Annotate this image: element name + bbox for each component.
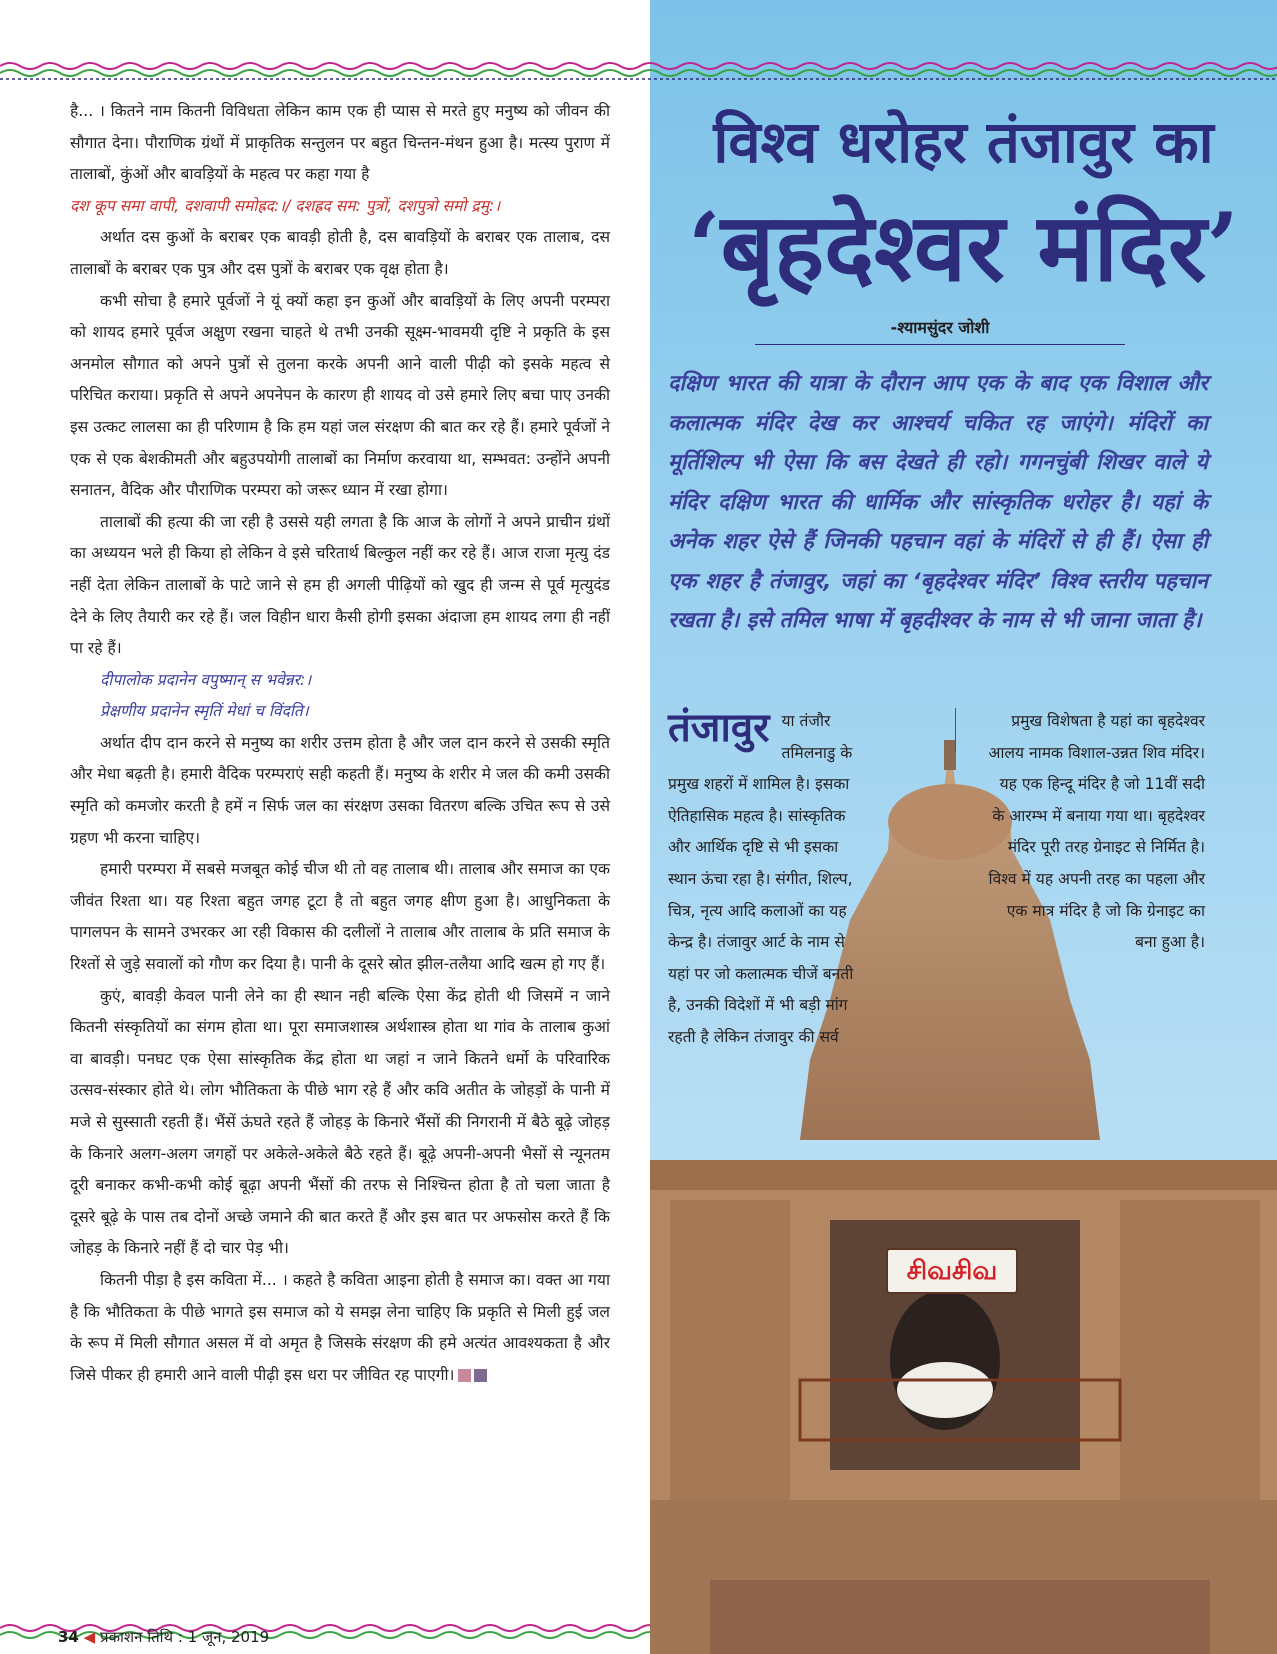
- author-byline: -श्यामसुंदर जोशी: [890, 318, 990, 337]
- paragraph: तालाबों की हत्या की जा रही है उससे यही लगता है कि आज के लोगों ने अपने प्राचीन ग्रंथों का अध्ययन भले ही किया हो लेकिन वे इसे चरितार्थ बिल्कुल नहीं कर रहे हैं। आज राजा मृत्यु दंड नहीं देता लेकिन तालाबों के पाटे जाने से हम ही अगली पीढ़ियों को खुद ही जन्म से पूर्व मृत्युदंड देने के लिए तैयारी कर रहे हैं। जल विहीन धारा कैसी होगी इसका अंदाजा हम शायद लगा ही नहीं पा रहे हैं।: [70, 512, 610, 658]
- column-a-text: या तंजौर तमिलनाडु के प्रमुख शहरों में शामिल है। इसका ऐतिहासिक महत्व है। सांस्कृतिक और आर्थिक दृष्टि से भी इसका स्थान ऊंचा रहा है। संगीत, शिल्प, चित्र, नृत्य आदि कलाओं का यह केन्द्र है। तंजावुर आर्ट के नाम से यहां पर जो कलात्मक चीजें बनती है, उनकी विदेशों में भी बड़ी मांग रहती है लेकिन तंजावुर की सर्व: [668, 712, 854, 1046]
- publication-date: प्रकाशन तिथि : 1 जून, 2019: [99, 1628, 270, 1646]
- page-number: 34: [58, 1628, 79, 1646]
- shloka-line: दश कूप समा वापी, दशवापी समोह्रद:।/ दशह्रद सम: पुत्रों, दशपुत्रो समो द्रमु:।: [70, 196, 501, 215]
- end-mark-icon: [458, 1369, 471, 1382]
- column-divider: [955, 708, 956, 752]
- shloka-line: प्रेक्षणीय प्रदानेन स्मृतिं मेधां च विंदति।: [100, 702, 309, 721]
- paragraph-text: कितनी पीड़ा है इस कविता में... । कहते है कविता आइना होती है समाज का। वक्त आ गया है कि भौतिकता के पीछे भागते इस समाज को ये समझ लेना चाहिए कि प्रकृति से मिली हुई जल के रूप में मिली सौगात असल में वो अमृत है जिसके संरक्षण की हमे अत्यंत आवश्यकता है और जिसे पीकर ही हमारी आने वाली पीढ़ी इस धरा पर जीवित रह पाएगी।: [70, 1270, 610, 1384]
- temple-sign: சிவசிவ: [886, 1248, 1018, 1294]
- arrow-icon: ◀: [83, 1628, 96, 1646]
- decorative-top-border: [0, 60, 1277, 82]
- body-column-a: [668, 706, 868, 1054]
- article-title-line1: विश्व धरोहर तंजावुर का: [713, 108, 1214, 176]
- paragraph: अर्थात दीप दान करने से मनुष्य का शरीर उत्तम होता है और जल दान करने से उसकी स्मृति और मेधा बढ़ती है। हमारी वैदिक परम्पराएं सही कहती हैं। मनुष्य के शरीर मे जल की कमी उसकी स्मृति को कमजोर करती है हमें न सिर्फ जल का संरक्षण उसका वितरण बल्कि उचित रूप से उसे ग्रहण भी करना चाहिए।: [70, 733, 610, 847]
- article-title-line2: ‘बृहदेश्वर मंदिर’: [687, 193, 1240, 303]
- paragraph: है... । कितने नाम कितनी विविधता लेकिन काम एक ही प्यास से मरते हुए मनुष्य को जीवन की सौगात देना। पौराणिक ग्रंथों में प्राकृतिक सन्तुलन पर बहुत चिन्तन-मंथन हुआ है। मत्स्य पुराण में तालाबों, कुंओं और बावड़ियों के महत्व पर कहा गया है: [70, 102, 610, 184]
- left-article-column: [70, 96, 610, 1391]
- body-column-b: प्रमुख विशेषता है यहां का बृहदेश्वर आलय नामक विशाल-उन्नत शिव मंदिर। यह एक हिन्दू मंदिर है जो 11वीं सदी के आरम्भ में बनाया गया था। बृहदेश्वर मंदिर पूरी तरह ग्रेनाइट से निर्मित है। विश्व में यह अपनी तरह का पहला और एक मात्र मंदिर है जो कि ग्रेनाइट का बना हुआ है।: [988, 712, 1205, 952]
- paragraph: कभी सोचा है हमारे पूर्वजों ने यूं क्यों कहा इन कुओं और बावड़ियों के लिए अपनी परम्परा को शायद हमारे पूर्वज अक्षुण रखना चाहते थे तभी उनकी सूक्ष्म-भावमयी दृष्टि ने प्रकृति के इस अनमोल सौगात को अपने पुत्रों से तुलना करके अपनी आने वाली पीढ़ी को इसके महत्व से परिचित कराया। प्रकृति से अपने अपनेपन के कारण ही शायद वो उसे हमारे लिए बचा पाए उनकी इस उत्कट लालसा का ही परिणाम है कि हम यहां जल संरक्षण की बात कर रहे हैं। हमारे पूर्वजों ने एक से एक बेशकीमती और बहुउपयोगी तालाबों का निर्माण करवाया था, सम्भवत: उन्होंने अपनी सनातन, वैदिक और पौराणिक परम्परा को जरूर ध्यान में रखा होगा।: [70, 291, 610, 500]
- intro-paragraph: दक्षिण भारत की यात्रा के दौरान आप एक के बाद एक विशाल और कलात्मक मंदिर देख कर आश्चर्य चकित रह जाएंगे। मंदिरों का मूर्तिशिल्प भी ऐसा कि बस देखते ही रहो। गगनचुंबी शिखर वाले ये मंदिर दक्षिण भारत की धार्मिक और सांस्कृतिक धरोहर है। यहां के अनेक शहर ऐसे हैं जिनकी पहचान वहां के मंदिरों से ही हैं। ऐसा ही एक शहर है तंजावुर, जहां का ‘बृहदेश्वर मंदिर’ विश्व स्तरीय पहचान रखता है। इसे तमिल भाषा में बृहदीश्वर के नाम से भी जाना जाता है।: [668, 371, 1208, 633]
- paragraph: हमारी परम्परा में सबसे मजबूत कोई चीज थी तो वह तालाब थी। तालाब और समाज का एक जीवंत रिश्ता था। यह रिश्ता बहुत जगह टूटा है तो बहुत जगह क्षीण हुआ है। आधुनिकता के पागलपन के सामने उभरकर आ रही विकास की दलीलों ने तालाब और तालाब के प्रति समाज के रिश्तों से जुड़े सवालों को गौण कर दिया है। पानी के दूसरे स्रोत झील-तलैया आदि खत्म हो गए हैं।: [70, 860, 610, 974]
- page-footer: [58, 1627, 269, 1647]
- shloka-line: दीपालोक प्रदानेन वपुष्मान् स भवेन्नर:।: [100, 670, 312, 689]
- end-mark-icon: [474, 1369, 487, 1382]
- paragraph: अर्थात दस कुओं के बराबर एक बावड़ी होती है, दस बावड़ियों के बराबर एक तालाब, दस तालाबों के बराबर एक पुत्र और दस पुत्रों के बराबर एक वृक्ष होता है।: [70, 228, 610, 278]
- paragraph: [70, 1265, 610, 1391]
- paragraph: कुएं, बावड़ी केवल पानी लेने का ही स्थान नही बल्कि ऐसा केंद्र होती थी जिसमें न जाने कितनी संस्कृतियों का संगम होता था। पूरा समाजशास्त्र अर्थशास्त्र होता था गांव के तालाब कुआं वा बावड़ी। पनघट एक ऐसा सांस्कृतिक केंद्र होता था जहां न जाने कितने धर्मो के परिवारिक उत्सव-संस्कार होते थे। लोग भौतिकता के पीछे भाग रहे हैं और कवि अतीत के जोहड़ों के पानी में मजे से सुस्साती रहती हैं। भैंसें ऊंघते रहते हैं जोहड़ के किनारे भैंसों की निगरानी में बैठे बूढ़े जोहड़ के किनारे अलग-अलग जगहों पर अकेले-अकेले बैठे रहते हैं। बूढ़े अपनी-अपनी भैसों से न्यूनतम दूरी बनाकर कभी-कभी कोई बूढ़ा अपनी भैंसों की तरफ से निश्चिन्त होता है तो चला जाता है दूसरे बूढ़े के पास तब दोनों अच्छे जमाने की बात करते हैं और इस बात पर अफसोस करते हैं कि जोहड़ के किनारे नहीं हैं दो चार पेड़ भी।: [70, 986, 610, 1258]
- byline-rule: [755, 344, 1125, 345]
- drop-word: तंजावुर: [668, 704, 770, 751]
